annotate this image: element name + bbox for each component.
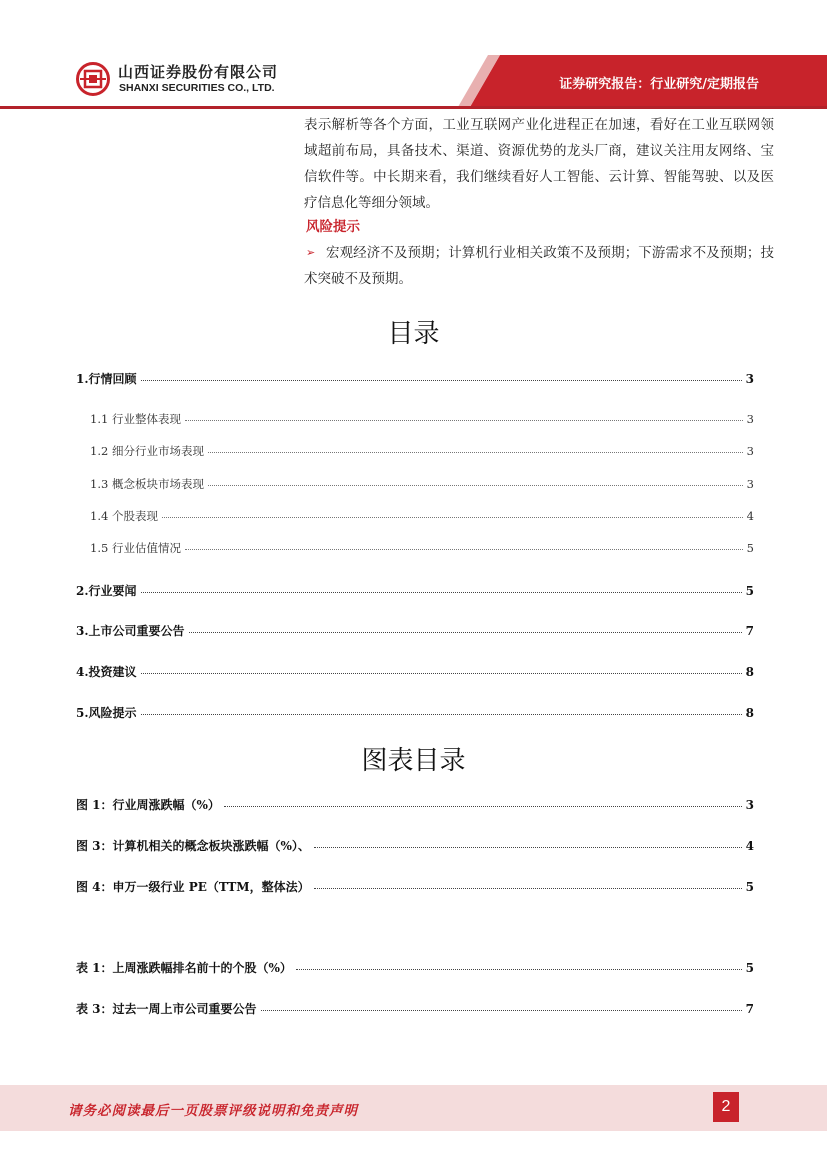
toc-entry-label: 1.2 细分行业市场表现 [90, 444, 204, 458]
toc-entry-page: 7 [745, 624, 754, 638]
table-entry[interactable] [76, 1000, 754, 1017]
report-type-title: 证券研究报告：行业研究/定期报告 [559, 77, 759, 92]
figure-entry-label: 图 4：申万一级行业 PE（TTM，整体法） [76, 880, 310, 894]
table-entry-label: 表 1：上周涨跌幅排名前十的个股（%） [76, 961, 292, 975]
company-name-en: SHANXI SECURITIES CO., LTD. [119, 82, 275, 94]
table-entry-page: 7 [745, 1002, 754, 1016]
leader-dots [185, 538, 743, 550]
toc-entry-page: 4 [746, 509, 754, 523]
toc-entry-label: 1.3 概念板块市场表现 [90, 477, 204, 491]
arrow-bullet-icon: ➢ [306, 246, 316, 259]
toc-entry-page: 3 [746, 444, 754, 458]
figure-entry-page: 5 [745, 880, 754, 894]
toc-entry[interactable] [76, 704, 754, 721]
toc-title: 目录 [387, 319, 440, 349]
leader-dots [314, 877, 742, 889]
leader-dots [314, 836, 742, 848]
toc-entry-page: 3 [746, 412, 754, 426]
risk-text: 宏观经济不及预期；计算机行业相关政策不及预期；下游需求不及预期；技术突破不及预期。 [304, 245, 774, 287]
leader-dots [185, 409, 743, 421]
leader-dots [141, 662, 742, 674]
table-entry-page: 5 [745, 961, 754, 975]
company-name-cn: 山西证券股份有限公司 [118, 63, 279, 81]
toc-entry[interactable] [90, 443, 754, 459]
leader-dots [141, 703, 742, 715]
leader-dots [208, 474, 743, 486]
figure-entry[interactable] [76, 878, 754, 895]
toc-entry[interactable] [90, 476, 754, 492]
leader-dots [189, 621, 742, 633]
table-entry[interactable] [76, 959, 754, 976]
figure-entry-page: 3 [745, 798, 754, 812]
leader-dots [141, 581, 742, 593]
toc-entry[interactable] [90, 540, 754, 556]
toc-entry[interactable] [76, 622, 754, 639]
toc-entry-page: 8 [745, 706, 754, 720]
toc-entry-label: 5.风险提示 [76, 706, 137, 720]
table-entry-label: 表 3：过去一周上市公司重要公告 [76, 1002, 257, 1016]
leader-dots [162, 506, 743, 518]
disclaimer-text: 请务必阅读最后一页股票评级说明和免责声明 [68, 1103, 358, 1119]
toc-entry-label: 2.行业要闻 [76, 584, 137, 598]
leader-dots [208, 441, 743, 453]
toc-entry-page: 8 [745, 665, 754, 679]
leader-dots [141, 369, 742, 381]
toc-entry-label: 3.上市公司重要公告 [76, 624, 185, 638]
toc-entry-page: 5 [746, 541, 754, 555]
toc-entry-label: 4.投资建议 [76, 665, 137, 679]
page-number: 2 [713, 1092, 739, 1122]
toc-entry-label: 1.4 个股表现 [90, 509, 158, 523]
leader-dots [296, 958, 742, 970]
figure-entry-label: 图 1：行业周涨跌幅（%） [76, 798, 220, 812]
toc-entry[interactable] [76, 370, 754, 387]
header-divider [0, 106, 827, 109]
leader-dots [224, 795, 742, 807]
intro-paragraph: 表示解析等各个方面，工业互联网产业化进程正在加速，看好在工业互联网领域超前布局，具备技术、渠道、资源优势的龙头厂商，建议关注用友网络、宝信软件等。中长期来看，我们继续看好人工智能、云计算、智能驾驶、以及医疗信息化等细分领域。 [304, 117, 774, 211]
toc-entry-label: 1.行情回顾 [76, 372, 137, 386]
toc-entry-label: 1.5 行业估值情况 [90, 541, 181, 555]
toc-entry-label: 1.1 行业整体表现 [90, 412, 181, 426]
toc-entry[interactable] [90, 508, 754, 524]
leader-dots [261, 999, 742, 1011]
figure-entry[interactable] [76, 837, 754, 854]
toc-entry[interactable] [90, 411, 754, 427]
risk-heading: 风险提示 [306, 219, 360, 235]
toc-entry-page: 3 [746, 477, 754, 491]
figure-entry-page: 4 [745, 839, 754, 853]
figures-title: 图表目录 [361, 746, 466, 776]
figure-entry[interactable] [76, 796, 754, 813]
toc-entry[interactable] [76, 582, 754, 599]
toc-entry[interactable] [76, 663, 754, 680]
figure-entry-label: 图 3：计算机相关的概念板块涨跌幅（%）、 [76, 839, 310, 853]
page-header [0, 0, 827, 110]
shanxi-securities-logo-icon [76, 62, 110, 96]
toc-entry-page: 5 [745, 584, 754, 598]
toc-entry-page: 3 [745, 372, 754, 386]
